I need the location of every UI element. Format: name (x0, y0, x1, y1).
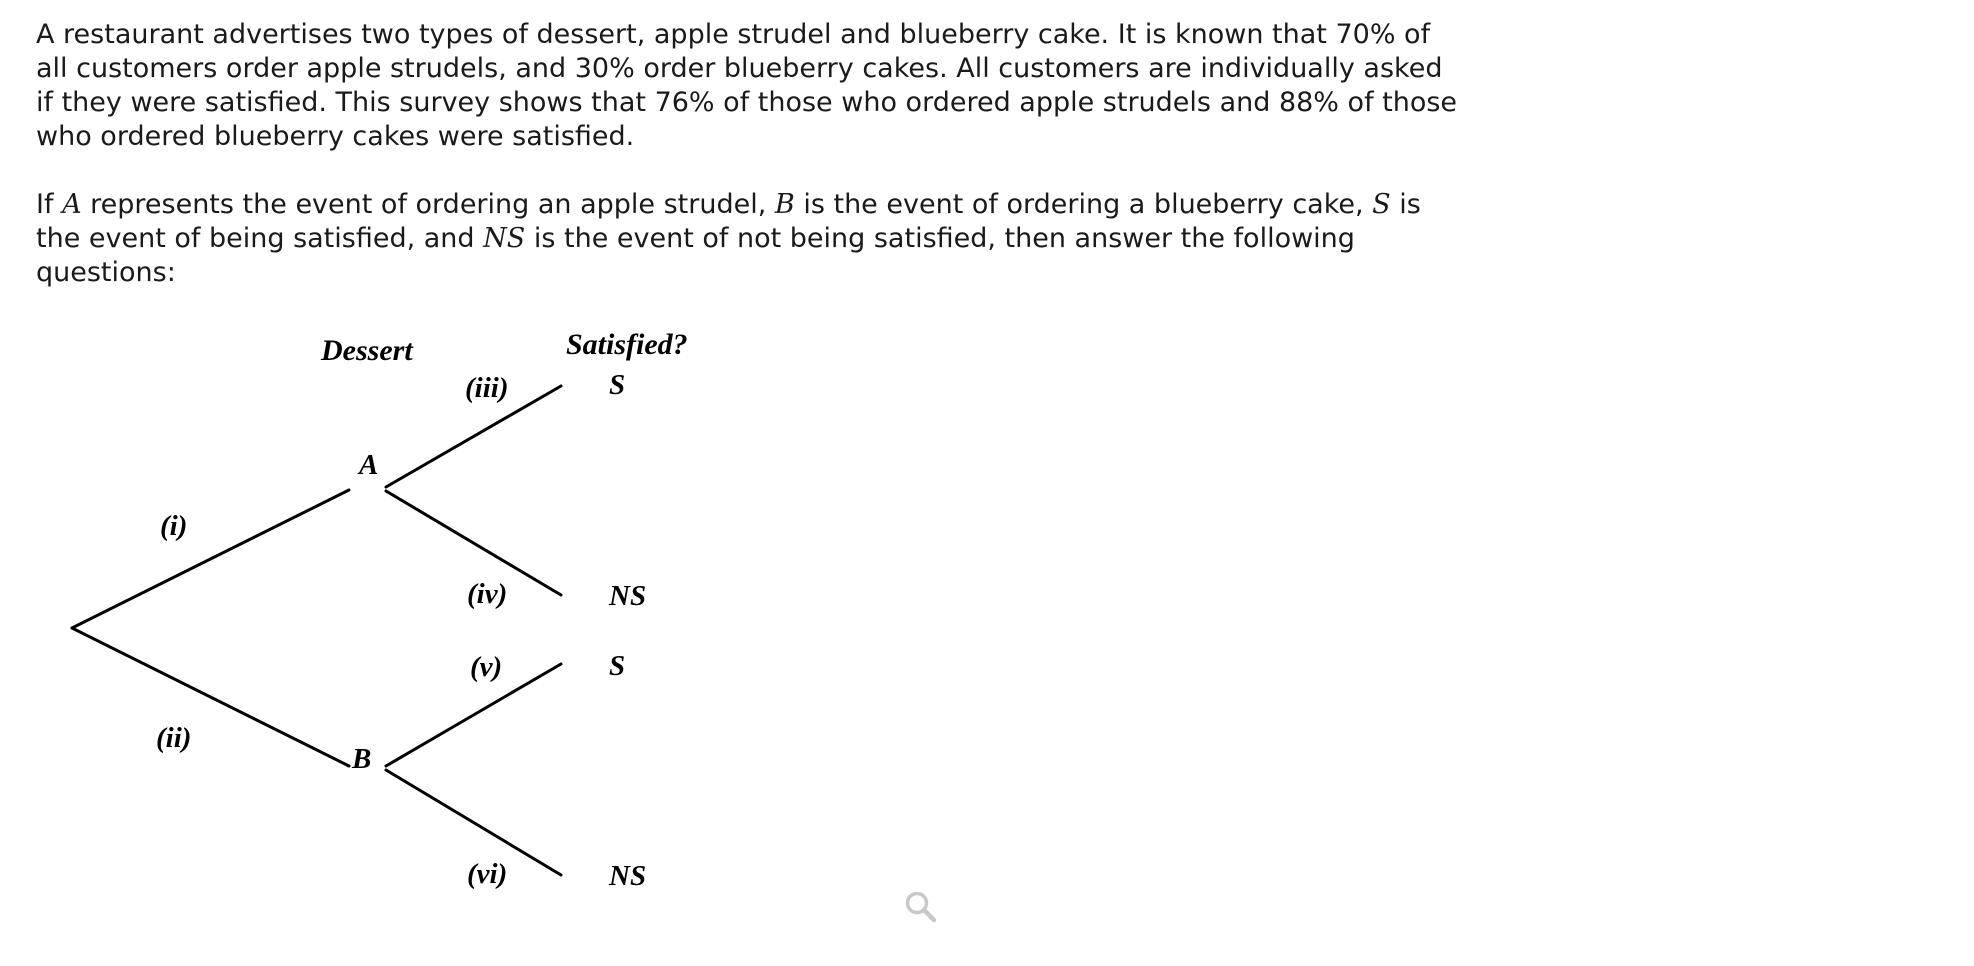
paragraph-2-text-3: is the event of ordering a blueberry cake, (794, 189, 1373, 220)
node-a-label: A (359, 449, 379, 481)
magnifier-icon[interactable] (904, 890, 938, 924)
branch-label-iv: (iv) (467, 578, 508, 610)
dessert-column-header: Dessert (321, 334, 413, 367)
leaf-a-satisfied: S (609, 369, 626, 401)
leaf-a-not-satisfied: NS (609, 580, 647, 612)
branch-label-v: (v) (470, 651, 503, 683)
branch-line-root-to-a (72, 490, 349, 628)
event-a-symbol: A (62, 189, 82, 220)
paragraph-2-text-5: is the event of not being satisfied, then answer the following questions: (36, 223, 1355, 288)
branch-label-ii: (ii) (156, 722, 192, 754)
event-ns-symbol: NS (483, 223, 526, 254)
problem-paragraph-1: A restaurant advertises two types of dessert, apple strudel and blueberry cake. It is known that 70% of all customers order apple strudels, and 30% order blueberry cakes. All customers are individually asked if they were satisfied. This survey shows that 76% of those who ordered apple strudels and 88% of those who ordered blueberry cakes were satisfied. (36, 19, 1458, 152)
paragraph-2-text-2: represents the event of ordering an apple strudel, (81, 189, 775, 220)
leaf-b-not-satisfied: NS (609, 860, 647, 892)
paragraph-2-text-4: is the event of being satisfied, and (36, 189, 1421, 254)
leaf-b-satisfied: S (609, 650, 626, 682)
branch-label-i: (i) (160, 510, 188, 542)
event-s-symbol: S (1372, 189, 1391, 220)
node-b-label: B (352, 743, 372, 775)
satisfied-column-header: Satisfied? (566, 328, 688, 361)
branch-line-root-to-b (72, 628, 349, 766)
event-b-symbol: B (774, 189, 795, 220)
paragraph-2-text-1: If (36, 189, 63, 220)
branch-label-iii: (iii) (465, 372, 509, 404)
branch-label-vi: (vi) (467, 858, 508, 890)
